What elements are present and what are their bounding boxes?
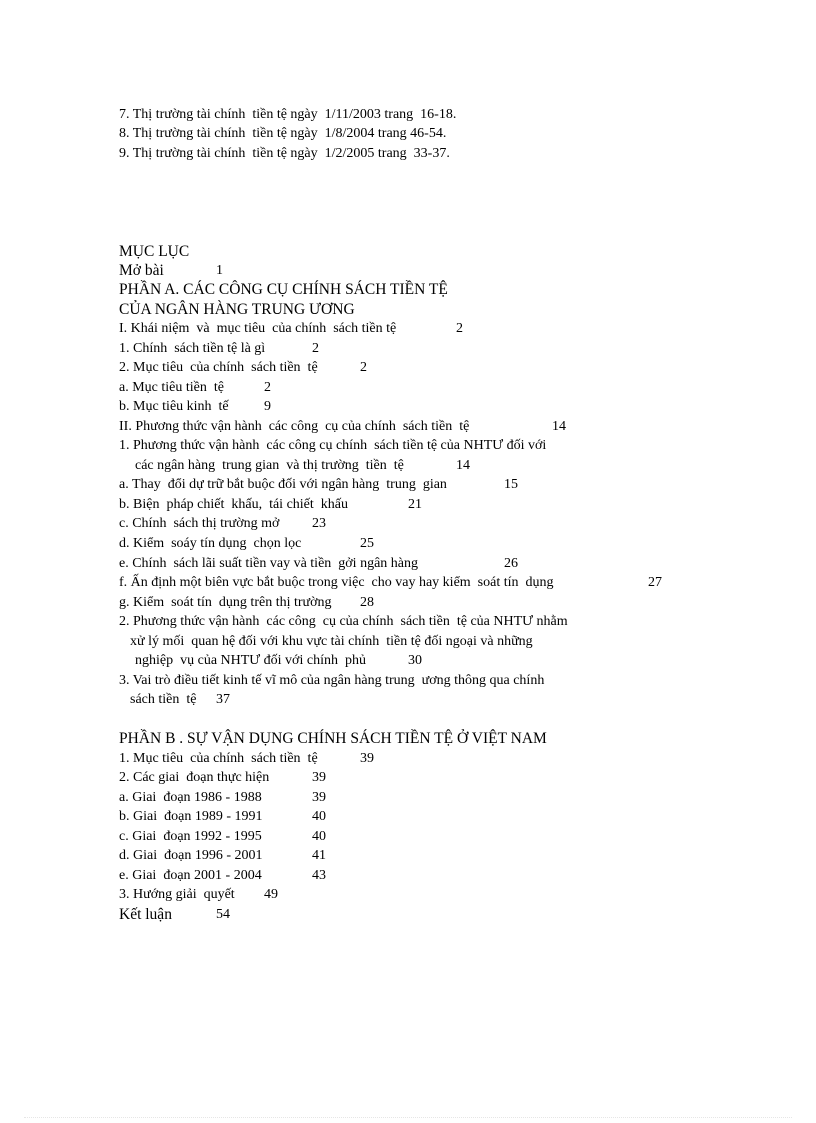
page-bottom-rule (24, 1117, 792, 1118)
toc-entry-text: e. Giai đoạn 2001 - 2004 (119, 868, 262, 883)
toc-entry-text: c. Giai đoạn 1992 - 1995 (119, 829, 262, 844)
toc-heading: MỤC LỤC (119, 243, 190, 260)
toc-entry-page: 14 (552, 419, 566, 434)
toc-entry-page: 54 (216, 907, 230, 922)
toc-entry-text: g. Kiểm soát tín dụng trên thị trường (119, 595, 332, 610)
part-b-title: PHẦN B . SỰ VẬN DỤNG CHÍNH SÁCH TIỀN TỆ Ở VIỆT NAM (119, 730, 547, 747)
toc-entry-text: xử lý mối quan hệ đối với khu vực tài chính tiền tệ đối ngoại và những (130, 634, 533, 649)
toc-entry-text: d. Giai đoạn 1996 - 2001 (119, 848, 263, 863)
toc-entry-page: 1 (216, 263, 223, 278)
toc-entry-text: d. Kiểm soáy tín dụng chọn lọc (119, 536, 302, 551)
toc-entry-text: b. Mục tiêu kinh tế (119, 399, 229, 414)
toc-entry-page: 2 (264, 380, 271, 395)
toc-entry-text: b. Giai đoạn 1989 - 1991 (119, 809, 263, 824)
toc-entry-text: II. Phương thức vận hành các công cụ của chính sách tiền tệ (119, 419, 470, 434)
toc-entry-text: 3. Hướng giải quyết (119, 887, 235, 902)
reference-item: 9. Thị trường tài chính tiền tệ ngày 1/2/2005 trang 33-37. (119, 146, 450, 161)
toc-entry-page: 27 (648, 575, 662, 590)
toc-entry-text: a. Giai đoạn 1986 - 1988 (119, 790, 262, 805)
toc-entry-page: 39 (312, 770, 326, 785)
toc-entry-page: 49 (264, 887, 278, 902)
toc-entry-page: 23 (312, 516, 326, 531)
part-a-title: PHẦN A. CÁC CÔNG CỤ CHÍNH SÁCH TIỀN TỆ (119, 281, 448, 298)
toc-entry-page: 2 (456, 321, 463, 336)
toc-entry-text: 1. Mục tiêu của chính sách tiền tệ (119, 751, 318, 766)
toc-entry-page: 2 (360, 360, 367, 375)
toc-entry-text: 3. Vai trò điều tiết kinh tế vĩ mô của ngân hàng trung ương thông qua chính (119, 673, 545, 688)
toc-entry-text: 2. Các giai đoạn thực hiện (119, 770, 270, 785)
toc-entry-text: sách tiền tệ (130, 692, 197, 707)
reference-item: 8. Thị trường tài chính tiền tệ ngày 1/8/2004 trang 46-54. (119, 126, 447, 141)
toc-entry-page: 14 (456, 458, 470, 473)
toc-entry-text: 2. Mục tiêu của chính sách tiền tệ (119, 360, 318, 375)
toc-entry-text: f. Ấn định một biên vực bắt buộc trong việc cho vay hay kiểm soát tín dụng (119, 575, 554, 590)
toc-entry-page: 43 (312, 868, 326, 883)
toc-entry-page: 41 (312, 848, 326, 863)
toc-entry-page: 39 (360, 751, 374, 766)
toc-entry-text: nghiệp vụ của NHTƯ đối với chính phủ (135, 653, 366, 668)
toc-entry-text: các ngân hàng trung gian và thị trường tiền tệ (135, 458, 404, 473)
toc-entry-page: 40 (312, 809, 326, 824)
toc-entry-text: a. Mục tiêu tiền tệ (119, 380, 224, 395)
toc-entry-page: 28 (360, 595, 374, 610)
toc-entry-page: 30 (408, 653, 422, 668)
toc-entry-text: 1. Chính sách tiền tệ là gì (119, 341, 266, 356)
part-a-title-cont: CỦA NGÂN HÀNG TRUNG ƯƠNG (119, 301, 355, 318)
toc-entry-text: 1. Phương thức vận hành các công cụ chính sách tiền tệ của NHTƯ đối với (119, 438, 547, 453)
reference-item: 7. Thị trường tài chính tiền tệ ngày 1/11/2003 trang 16-18. (119, 107, 457, 122)
toc-entry-page: 15 (504, 477, 518, 492)
toc-entry-text: Mở bài (119, 262, 164, 279)
toc-entry-page: 2 (312, 341, 319, 356)
toc-entry-text: 2. Phương thức vận hành các công cụ của chính sách tiền tệ của NHTƯ nhằm (119, 614, 568, 629)
toc-entry-page: 21 (408, 497, 422, 512)
toc-entry-text: b. Biện pháp chiết khấu, tái chiết khấu (119, 497, 348, 512)
toc-entry-page: 9 (264, 399, 271, 414)
toc-entry-page: 25 (360, 536, 374, 551)
toc-entry-text: c. Chính sách thị trường mở (119, 516, 280, 531)
toc-entry-text: Kết luận (119, 906, 172, 923)
toc-entry-page: 37 (216, 692, 230, 707)
toc-entry-page: 26 (504, 556, 518, 571)
toc-entry-text: e. Chính sách lãi suất tiền vay và tiền gởi ngân hàng (119, 556, 418, 571)
toc-entry-page: 39 (312, 790, 326, 805)
toc-entry-page: 40 (312, 829, 326, 844)
toc-entry-text: I. Khái niệm và mục tiêu của chính sách tiền tệ (119, 321, 397, 336)
toc-entry-text: a. Thay đổi dự trữ bắt buộc đối với ngân hàng trung gian (119, 477, 447, 492)
